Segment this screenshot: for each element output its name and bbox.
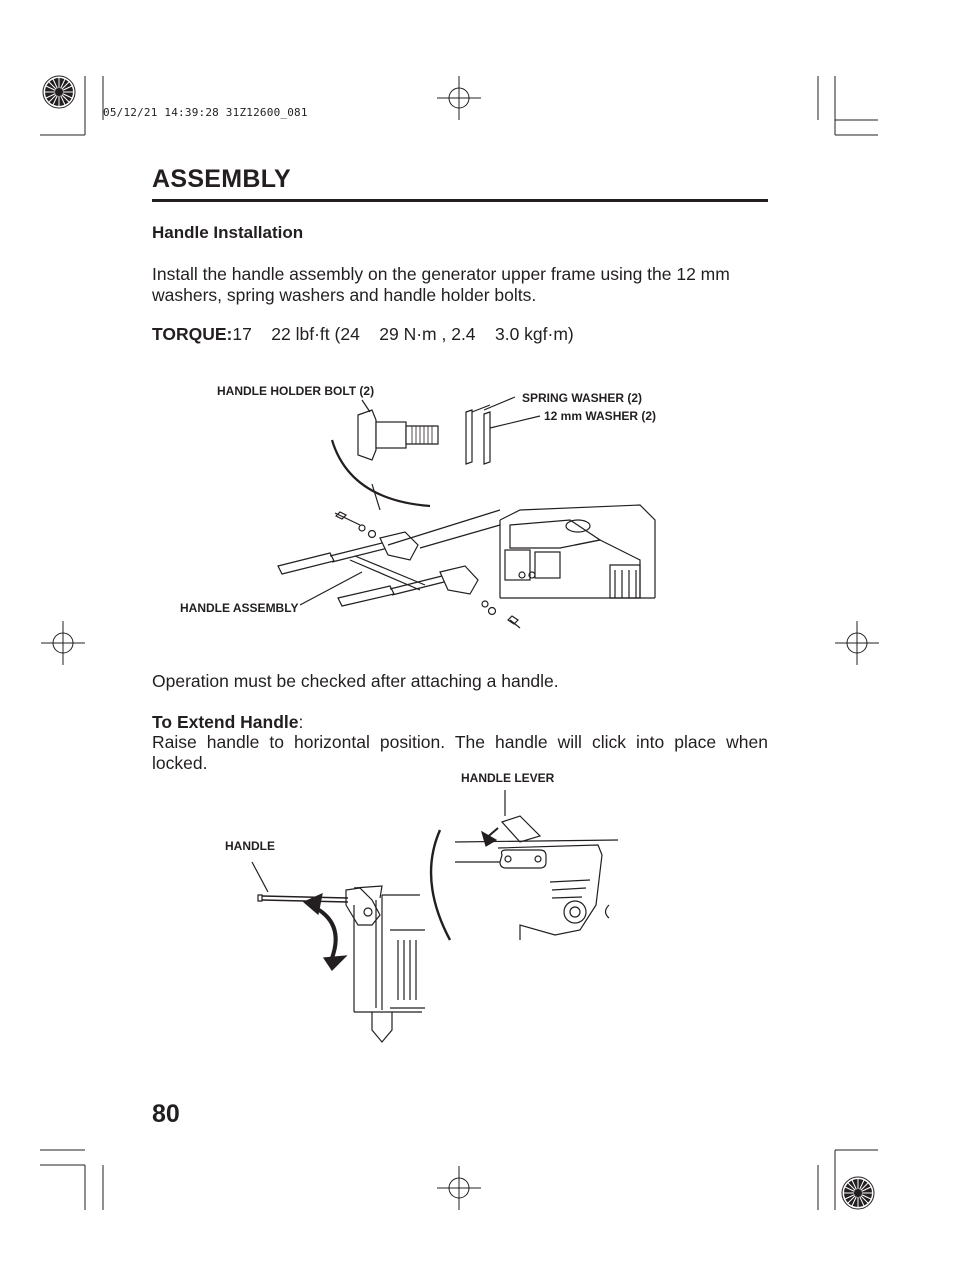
label-handle-lever: HANDLE LEVER	[461, 771, 555, 785]
section-title: ASSEMBLY	[152, 165, 292, 193]
label-handle-holder-bolt: HANDLE HOLDER BOLT (2)	[217, 384, 375, 398]
page-number: 80	[152, 1100, 180, 1128]
operation-note: Operation must be checked after attaching a handle.	[152, 671, 559, 691]
print-stamp: 05/12/21 14:39:28 31Z12600_081	[103, 106, 308, 119]
torque-label: TORQUE:	[152, 324, 233, 344]
extend-handle-heading-text: To Extend Handle	[152, 712, 299, 732]
extend-handle-text: Raise handle to horizontal position. The handle will click into place when locked.	[152, 732, 768, 773]
torque-value: 17 22 lbf·ft (24 29 N·m , 2.4 3.0 kgf·m)	[232, 324, 574, 344]
extend-handle-heading-suffix: :	[298, 712, 304, 732]
label-spring-washer: SPRING WASHER (2)	[522, 391, 643, 405]
handle-installation-heading: Handle Installation	[152, 223, 304, 242]
label-handle: HANDLE	[225, 839, 275, 853]
label-handle-assembly: HANDLE ASSEMBLY	[180, 601, 299, 615]
installation-instruction: Install the handle assembly on the generator upper frame using the 12 mm washers, spring washers and handle holder bolts.	[152, 264, 730, 305]
label-12mm-washer: 12 mm WASHER (2)	[544, 409, 657, 423]
